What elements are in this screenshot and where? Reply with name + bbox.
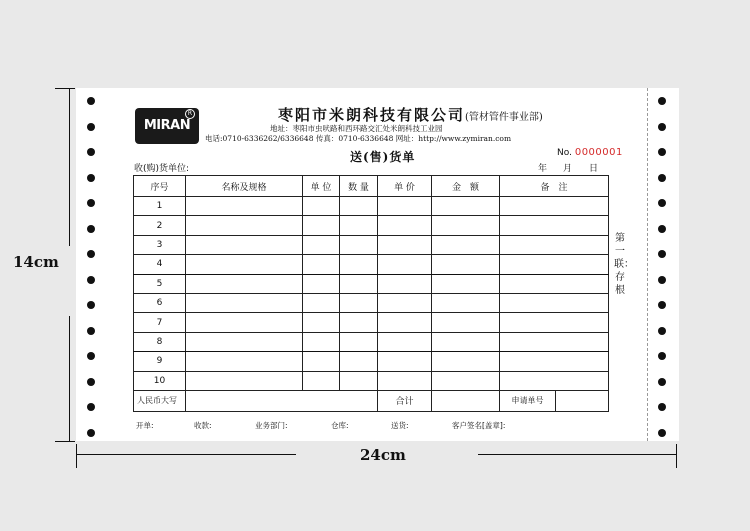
row-cell[interactable] (500, 332, 609, 351)
col-header-quantity: 数 量 (340, 176, 378, 197)
right-perforation (647, 88, 648, 441)
row-cell[interactable] (303, 293, 340, 312)
table-row (134, 274, 609, 293)
height-line-bottom (69, 316, 70, 441)
row-cell[interactable] (432, 352, 500, 371)
row-cell[interactable] (303, 235, 340, 254)
row-cell[interactable] (378, 216, 432, 235)
row-cell[interactable] (432, 332, 500, 351)
row-cell[interactable] (303, 352, 340, 371)
row-cell[interactable] (303, 274, 340, 293)
feed-hole (87, 403, 95, 411)
table-row (134, 371, 609, 390)
company-division: (管材管件事业部) (465, 112, 543, 123)
row-cell[interactable] (378, 274, 432, 293)
row-cell[interactable] (432, 235, 500, 254)
row-cell[interactable] (378, 332, 432, 351)
apply-number-label: 申请单号 (500, 391, 556, 411)
feed-hole (658, 352, 666, 360)
row-cell[interactable] (303, 371, 340, 390)
delivery-label: 送货: (391, 421, 409, 430)
row-cell[interactable] (340, 255, 378, 274)
row-cell[interactable] (378, 352, 432, 371)
feed-hole (658, 250, 666, 258)
row-cell[interactable] (378, 371, 432, 390)
row-cell[interactable] (500, 197, 609, 216)
row-cell[interactable] (340, 293, 378, 312)
company-name (278, 104, 543, 125)
feed-hole (87, 174, 95, 182)
total-amount-field[interactable] (432, 390, 500, 411)
row-index: 7 (134, 313, 186, 332)
row-cell[interactable] (432, 371, 500, 390)
company-name-text: 枣阳市米朗科技有限公司 (278, 106, 466, 124)
row-cell[interactable] (378, 235, 432, 254)
company-address: 地址：枣阳市虫吠路和西环路交汇处米朗科技工业园 (270, 124, 443, 133)
table-row (134, 216, 609, 235)
row-cell[interactable] (186, 235, 303, 254)
col-header-unit: 单 位 (303, 176, 340, 197)
row-cell[interactable] (303, 216, 340, 235)
row-cell[interactable] (432, 274, 500, 293)
height-top-tick (55, 88, 75, 89)
feed-hole (658, 301, 666, 309)
row-cell[interactable] (340, 332, 378, 351)
height-line-top (69, 88, 70, 246)
feed-hole (87, 352, 95, 360)
serial-number (557, 147, 623, 158)
feed-hole (658, 199, 666, 207)
row-cell[interactable] (340, 235, 378, 254)
row-index: 8 (134, 332, 186, 351)
feed-hole (658, 123, 666, 131)
feed-hole (658, 225, 666, 233)
row-cell[interactable] (303, 332, 340, 351)
width-line-left (76, 454, 296, 455)
row-cell[interactable] (186, 216, 303, 235)
row-cell[interactable] (303, 255, 340, 274)
row-cell[interactable] (340, 197, 378, 216)
feed-hole (658, 327, 666, 335)
row-cell[interactable] (186, 197, 303, 216)
row-index: 6 (134, 293, 186, 312)
col-header-price: 单 价 (378, 176, 432, 197)
row-cell[interactable] (432, 255, 500, 274)
feed-hole (87, 327, 95, 335)
col-header-remark: 备 注 (500, 176, 609, 197)
row-cell[interactable] (186, 274, 303, 293)
row-cell[interactable] (303, 197, 340, 216)
row-cell[interactable] (500, 255, 609, 274)
row-cell[interactable] (186, 332, 303, 351)
row-index: 3 (134, 235, 186, 254)
row-cell[interactable] (500, 313, 609, 332)
feed-hole (658, 429, 666, 437)
table-row (134, 255, 609, 274)
width-line-right (478, 454, 676, 455)
feed-hole (87, 199, 95, 207)
row-index: 1 (134, 197, 186, 216)
col-header-amount: 金 额 (432, 176, 500, 197)
row-cell[interactable] (432, 216, 500, 235)
row-cell[interactable] (500, 274, 609, 293)
goods-table (133, 175, 609, 412)
issuer-label: 开单: (136, 421, 154, 430)
table-row (134, 197, 609, 216)
company-contact: 电话:0710-6336262/6336648 传真：0710-6336648 网址：http://www.zymiran.com (205, 134, 512, 143)
row-cell[interactable] (378, 255, 432, 274)
table-row (134, 313, 609, 332)
feed-hole (87, 97, 95, 105)
registered-mark-icon: R (185, 109, 195, 119)
row-cell[interactable] (378, 197, 432, 216)
feed-hole (87, 301, 95, 309)
table-row (134, 293, 609, 312)
document-title: 送(售)货单 (350, 150, 416, 164)
width-left-tick (76, 444, 77, 468)
feed-hole (87, 378, 95, 386)
buyer-label: 收(购)货单位: (134, 164, 190, 174)
width-dimension-label: 24cm (360, 446, 406, 464)
department-label: 业务部门: (255, 421, 288, 430)
feed-hole (658, 378, 666, 386)
cashier-label: 收款: (194, 421, 212, 430)
feed-hole (87, 225, 95, 233)
feed-hole (87, 250, 95, 258)
row-cell[interactable] (303, 313, 340, 332)
table-row (134, 235, 609, 254)
left-tractor-strip (76, 88, 108, 441)
row-cell[interactable] (432, 197, 500, 216)
feed-hole (87, 276, 95, 284)
apply-number-cell (500, 390, 609, 411)
logo-wordmark: MIRAN (143, 118, 191, 133)
feed-hole (658, 148, 666, 156)
serial-label: No. (557, 148, 572, 158)
table-row (134, 352, 609, 371)
feed-hole (658, 403, 666, 411)
feed-hole (658, 97, 666, 105)
feed-hole (87, 123, 95, 131)
row-index: 2 (134, 216, 186, 235)
right-tractor-strip (647, 88, 679, 441)
row-index: 5 (134, 274, 186, 293)
col-header-name: 名称及规格 (186, 176, 303, 197)
row-cell[interactable] (186, 293, 303, 312)
row-cell[interactable] (186, 352, 303, 371)
row-cell[interactable] (186, 255, 303, 274)
row-cell[interactable] (500, 371, 609, 390)
row-cell[interactable] (500, 293, 609, 312)
row-cell[interactable] (340, 216, 378, 235)
row-cell[interactable] (500, 216, 609, 235)
table-row (134, 332, 609, 351)
apply-number-field[interactable] (556, 391, 608, 411)
row-cell[interactable] (378, 313, 432, 332)
total-row (134, 390, 609, 411)
rmb-uppercase-field[interactable] (186, 390, 378, 411)
warehouse-label: 仓库: (331, 421, 349, 430)
row-cell[interactable] (500, 235, 609, 254)
row-cell[interactable] (432, 313, 500, 332)
row-cell[interactable] (186, 313, 303, 332)
row-cell[interactable] (340, 352, 378, 371)
feed-hole (87, 429, 95, 437)
copy-designation: 第一联：存根 (614, 233, 634, 296)
table-header-row (134, 176, 609, 197)
feed-hole (87, 148, 95, 156)
row-cell[interactable] (340, 274, 378, 293)
row-index: 10 (134, 371, 186, 390)
col-header-index: 序号 (134, 176, 186, 197)
height-dimension-label: 14cm (13, 253, 59, 271)
company-logo (135, 108, 199, 144)
row-index: 9 (134, 352, 186, 371)
feed-hole (658, 174, 666, 182)
total-label: 合计 (378, 390, 432, 411)
row-cell[interactable] (340, 371, 378, 390)
width-right-tick (676, 444, 677, 468)
height-bottom-tick (55, 441, 75, 442)
row-cell[interactable] (432, 293, 500, 312)
serial-value: 0000001 (574, 147, 623, 158)
date-year-label: 年 (538, 164, 548, 174)
row-cell[interactable] (500, 352, 609, 371)
row-index: 4 (134, 255, 186, 274)
feed-hole (658, 276, 666, 284)
date-month-label: 月 (563, 164, 573, 174)
customer-signature-label: 客户签名[盖章]: (452, 421, 506, 430)
row-cell[interactable] (186, 371, 303, 390)
row-cell[interactable] (340, 313, 378, 332)
row-cell[interactable] (378, 293, 432, 312)
date-day-label: 日 (589, 164, 599, 174)
rmb-uppercase-label: 人民币大写 (134, 390, 186, 411)
